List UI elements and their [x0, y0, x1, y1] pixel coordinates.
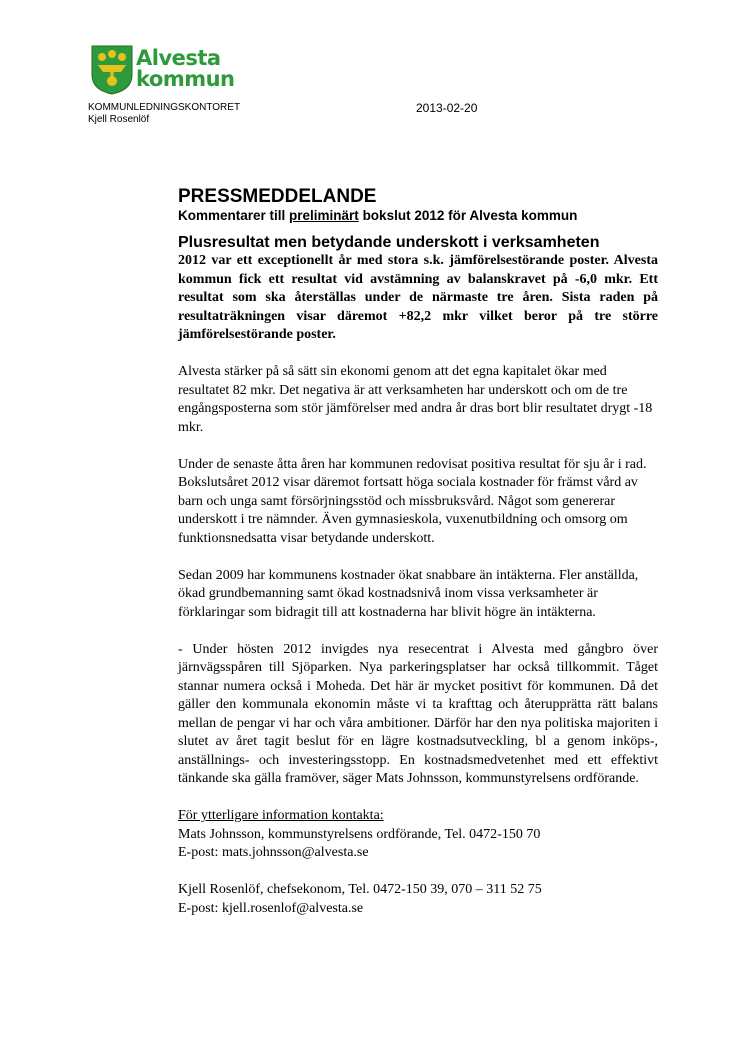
alvesta-kommun-logo — [91, 45, 241, 95]
subtitle-underlined: preliminärt — [289, 208, 359, 223]
contact-spacer — [178, 863, 658, 882]
paragraph-2: Under de senaste åtta åren har kommunen redovisat positiva resultat för sju år i rad. Bokslutsåret 2012 visar däremot fortsatt höga sociala kostnader för främst vård av barn och unga samt försörjningsstöd och missbruksvård. Något som genererar underskott i tre nämnder. Även gymnasieskola, vuxenutbildning och omsorg om funktionsnedsatta visar betydande underskott. — [178, 456, 647, 546]
paragraph-3: Sedan 2009 har kommunens kostnader ökat snabbare än intäkterna. Fler anställda, ökad grundbemanning samt ökad kostnadsnivå inom vissa verksamheter är förklaringar som bidragit till att kostnaderna har blivit högre än intäkterna. — [178, 567, 639, 620]
contact-person-2: Kjell Rosenlöf, chefsekonom, Tel. 0472-150 39, 070 – 311 52 75 — [178, 882, 542, 897]
contact-heading: För ytterligare information kontakta: — [178, 808, 384, 823]
subtitle-before: Kommentarer till — [178, 208, 290, 223]
contact-block — [178, 807, 658, 918]
department-name: KOMMUNLEDNINGSKONTORET — [88, 102, 241, 113]
logo-line-2: kommun — [136, 67, 235, 91]
page-title: PRESSMEDDELANDE — [178, 186, 377, 207]
coat-of-arms-icon — [91, 45, 133, 95]
lead-paragraph: 2012 var ett exceptionellt år med stora s.k. jämförelsestörande poster. Alvesta kommun fick ett resultat vid avstämning av balanskravet på -6,0 mkr. Ett resultat som ska återställas under de närmaste tre åren. Sista raden på resultaträkningen visar däremot +82,2 mkr vilket beror på tre större jämförelsestörande poster. — [178, 253, 658, 342]
subtitle-after: bokslut 2012 för Alvesta kommun — [358, 208, 578, 223]
contact-email-2[interactable]: E-post: kjell.rosenlof@alvesta.se — [178, 900, 364, 916]
contact-person-1: Mats Johnsson, kommunstyrelsens ordförande, Tel. 0472-150 70 — [178, 826, 541, 842]
sender-block — [88, 102, 240, 126]
paragraph-1: Alvesta stärker på så sätt sin ekonomi genom att det egna kapitalet ökar med resultatet 82 mkr. Det negativa är att verksamheten har underskott och om de tre engångsposterna som stör jämförelser med andra år dras bort blir resultatet drygt -18 mkr. — [178, 364, 653, 435]
contact-email-1[interactable]: E-post: mats.johnsson@alvesta.se — [178, 845, 369, 860]
paragraph-4: - Under hösten 2012 invigdes nya resecentrat i Alvesta med gångbro över järnvägsspåren till Sjöparken. Nya parkeringsplatser har också tillkommit. Tåget stannar numera också i Moheda. Det här är mycket positivt för kommunen. Då det gäller den kommunala ekonomin måste vi ta krafttag och återupprätta rätt balans mellan de pengar vi har och våra ambitioner. Därför har den nya politiska majoriten i slutet av året tagit beslut för en lägre kostnadsutveckling, bl a genom inköps-, anställnings- och investeringsstopp. En kostnadsmedvetenhet med ett effektivt tänkande ska gälla framöver, säger Mats Johnsson, kommunstyrelsens ordförande. — [178, 641, 658, 786]
press-release-body — [178, 186, 658, 918]
subtitle — [178, 208, 658, 224]
logo-line-1: Alvesta — [136, 46, 221, 70]
author-name: Kjell Rosenlöf — [88, 114, 150, 125]
headline: Plusresultat men betydande underskott i verksamheten — [178, 234, 600, 251]
document-date: 2013-02-20 — [416, 101, 478, 115]
